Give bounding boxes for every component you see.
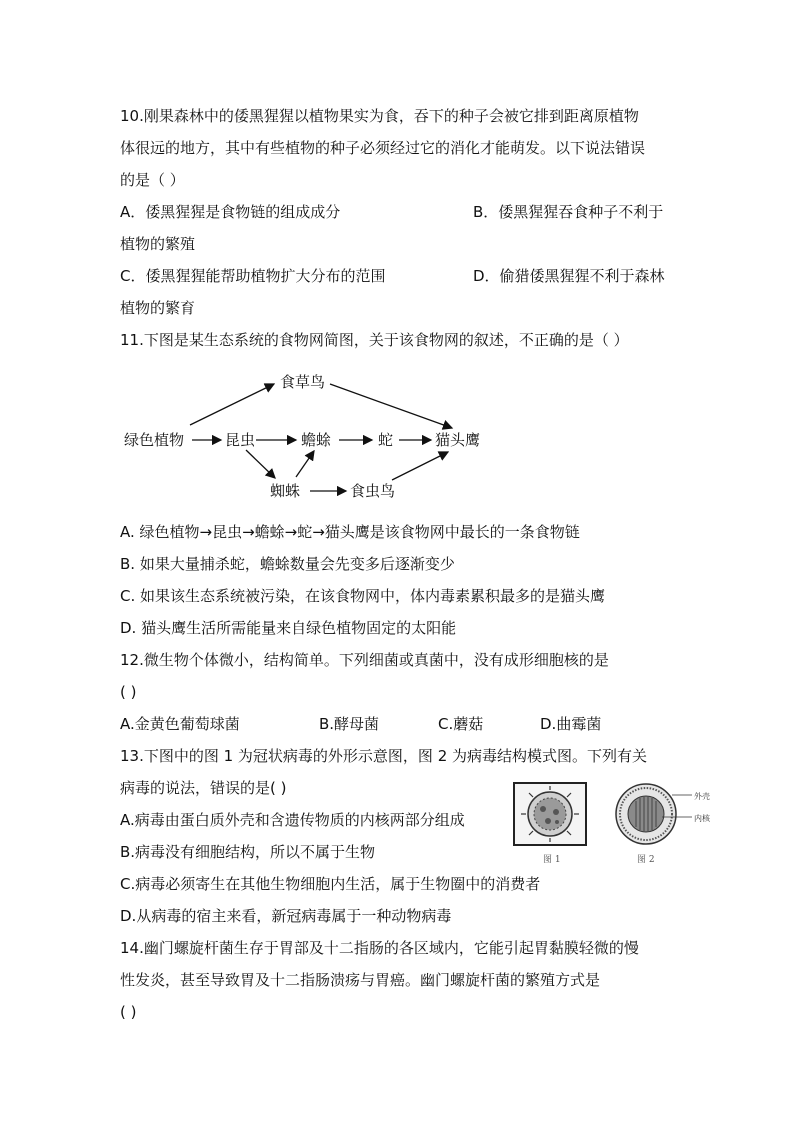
arrow-plant-to-herbivore-bird [190,384,274,425]
virus-structure-figure [606,781,692,847]
figure-2-caption: 图 2 [637,855,655,865]
q12-option-b: B.酵母菌 [319,715,380,733]
label-shell: 外壳 [694,792,710,801]
arrow-herbivore-bird-to-owl [330,384,452,428]
q11-option-c: C. 如果该生态系统被污染，在该食物网中，体内毒素累积最多的是猫头鹰 [120,587,606,605]
node-owl: 猫头鹰 [435,431,481,449]
q10-option-d-cont: 植物的繁育 [120,299,196,317]
q11-option-a: A. 绿色植物→昆虫→蟾蜍→蛇→猫头鹰是该食物网中最长的一条食物链 [120,523,580,541]
q10-option-b-cont: 植物的繁殖 [120,235,196,253]
q10-option-c: C．倭黑猩猩能帮助植物扩大分布的范围 [120,267,386,285]
q11-option-b: B. 如果大量捕杀蛇，蟾蜍数量会先变多后逐渐变少 [120,555,455,573]
q10-stem-line-2: 体很远的地方，其中有些植物的种子必须经过它的消化才能萌发。以下说法错误 [120,139,646,157]
node-toad: 蟾蜍 [301,431,332,449]
node-insect: 昆虫 [225,431,256,449]
q13-option-a: A.病毒由蛋白质外壳和含遗传物质的内核两部分组成 [120,811,465,829]
arrow-spider-to-toad [296,451,314,477]
q12-stem: 12.微生物个体微小，结构简单。下列细菌或真菌中，没有成形细胞核的是 [120,651,609,669]
label-core: 内核 [694,814,710,823]
q10-option-b: B．倭黑猩猩吞食种子不利于 [473,203,664,221]
q14-stem-line-2: 性发炎，甚至导致胃及十二指肠溃疡与胃癌。幽门螺旋杆菌的繁殖方式是 [120,971,601,989]
arrow-insect-to-spider [246,450,275,478]
q11-stem: 11.下图是某生态系统的食物网简图，关于该食物网的叙述，不正确的是（ ） [120,331,629,349]
q12-option-d: D.曲霉菌 [540,715,602,733]
node-herbivore-bird: 食草鸟 [280,373,326,391]
q10-stem-line-1: 10.刚果森林中的倭黑猩猩以植物果实为食，吞下的种子会被它排到距离原植物 [120,107,639,125]
arrow-insectivore-bird-to-owl [392,452,448,480]
node-green-plant: 绿色植物 [124,431,185,449]
q13-stem-line-2: 病毒的说法，错误的是( ) [120,779,287,797]
q12-option-c: C.蘑菇 [438,715,484,733]
q13-option-b: B.病毒没有细胞结构，所以不属于生物 [120,843,376,861]
q12-paren: ( ) [120,683,137,701]
coronavirus-figure [513,782,587,846]
q10-stem-line-3: 的是（ ） [120,171,185,189]
node-spider: 蜘蛛 [270,482,301,500]
q13-option-c: C.病毒必须寄生在其他生物细胞内生活，属于生物圈中的消费者 [120,875,541,893]
q14-stem-line-1: 14.幽门螺旋杆菌生存于胃部及十二指肠的各区域内，它能引起胃黏膜轻微的慢 [120,939,639,957]
node-snake: 蛇 [378,431,394,449]
figure-1-caption: 图 1 [543,855,561,865]
q10-option-a: A．倭黑猩猩是食物链的组成成分 [120,203,341,221]
node-insectivore-bird: 食虫鸟 [350,482,396,500]
q13-option-d: D.从病毒的宿主来看，新冠病毒属于一种动物病毒 [120,907,452,925]
q14-paren: ( ) [120,1003,137,1021]
q13-stem-line-1: 13.下图中的图 1 为冠状病毒的外形示意图，图 2 为病毒结构模式图。下列有关 [120,747,648,765]
q10-option-d: D．偷猎倭黑猩猩不利于森林 [473,267,665,285]
q11-option-d: D. 猫头鹰生活所需能量来自绿色植物固定的太阳能 [120,619,457,637]
q12-option-a: A.金黄色葡萄球菌 [120,715,240,733]
